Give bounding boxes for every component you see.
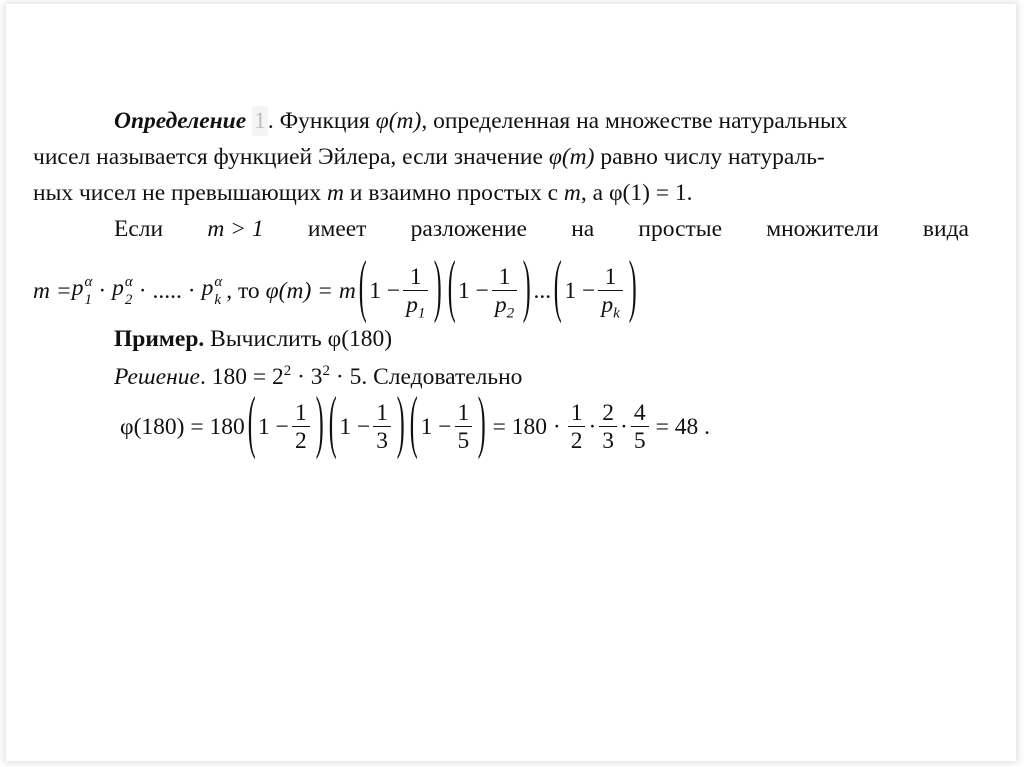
denominator: 5 <box>631 426 649 455</box>
paren-close: ) <box>315 384 324 463</box>
one-minus: 1 − <box>258 413 289 440</box>
solution-label: Решение <box>114 364 200 390</box>
numerator: 1 <box>604 263 617 290</box>
sub: k <box>214 292 221 308</box>
definition-text: и взаимно простых с <box>344 180 564 206</box>
paren-open: ( <box>358 248 367 327</box>
definition-text: , а <box>580 180 609 206</box>
p: p <box>201 275 214 301</box>
one-minus: 1 − <box>420 413 452 440</box>
ellipsis: ... <box>533 277 552 304</box>
fraction-2-3 <box>599 400 617 455</box>
solution-text: · 3 <box>291 364 323 390</box>
numerator: 1 <box>409 263 422 290</box>
computation-formula <box>120 384 710 463</box>
denominator: 5 <box>455 426 473 455</box>
sub: 1 <box>84 292 92 308</box>
dot: · <box>98 277 107 304</box>
word: разложение <box>410 216 527 242</box>
example-value: φ(180) <box>327 326 393 352</box>
exp: α <box>84 274 93 290</box>
paren-close: ) <box>628 248 637 327</box>
definition-line-1 <box>114 106 848 136</box>
factor-1 <box>72 275 93 307</box>
paren-close: ) <box>522 248 531 327</box>
sup: 2 <box>322 363 331 380</box>
computation-lhs: φ(180) = 180 <box>120 413 245 440</box>
numerator: 1 <box>294 399 307 426</box>
paren-close: ) <box>434 248 442 327</box>
result: = 48 . <box>655 413 710 440</box>
fraction-third <box>373 400 391 455</box>
formula-lhs: m = <box>33 277 72 304</box>
one-minus: 1 − <box>564 277 596 304</box>
paren-close: ) <box>396 384 405 463</box>
definition-text: . Функция <box>267 108 376 134</box>
word: множители <box>766 216 879 242</box>
factor-2 <box>112 275 133 307</box>
denominator <box>492 290 517 322</box>
one-minus: 1 − <box>458 277 489 304</box>
fraction-pk <box>598 263 622 322</box>
exp: α <box>214 274 223 290</box>
phi-m: φ(m) <box>375 108 422 134</box>
fraction-fifth <box>455 400 473 455</box>
condition: m > 1 <box>207 216 264 242</box>
definition-line-3 <box>33 178 693 208</box>
paren-open: ( <box>447 248 456 327</box>
word: простые <box>638 216 723 242</box>
paren-open: ( <box>410 384 418 463</box>
denominator: 3 <box>599 426 617 455</box>
example-text: Вычислить <box>204 326 328 352</box>
definition-line-2 <box>33 142 825 172</box>
factor-k <box>202 275 223 307</box>
denominator <box>598 290 622 322</box>
sub: 1 <box>417 305 426 322</box>
paren-open: ( <box>247 384 256 463</box>
definition-text: равно числу натураль- <box>594 144 825 170</box>
sub: 2 <box>124 292 133 308</box>
numerator: 1 <box>498 263 511 290</box>
sup: 2 <box>283 363 292 380</box>
denominator <box>403 290 428 322</box>
sub: 2 <box>506 305 515 322</box>
decomposition-line <box>114 214 969 244</box>
to-word: , то <box>226 277 260 304</box>
numerator: 2 <box>602 399 615 426</box>
example-title: Пример. <box>114 326 205 352</box>
denominator: 3 <box>373 426 391 455</box>
p: p <box>406 291 418 318</box>
one-minus: 1 − <box>369 277 401 304</box>
sub: k <box>613 305 620 322</box>
dot: · <box>588 413 597 440</box>
exp: α <box>124 274 133 290</box>
p: p <box>601 291 614 318</box>
phi-m: φ(m) <box>548 144 595 170</box>
fraction-p1 <box>403 263 428 322</box>
phi-eq: φ(m) = m <box>265 277 356 304</box>
numerator: 1 <box>457 399 470 426</box>
dot: · <box>620 413 628 440</box>
word: вида <box>922 216 969 242</box>
period: . <box>686 180 693 206</box>
denominator: 2 <box>568 426 586 455</box>
paren-open: ( <box>553 248 562 327</box>
definition-number: 1 <box>254 108 266 134</box>
denominator: 2 <box>292 426 310 455</box>
p: p <box>71 275 84 301</box>
p: p <box>112 275 124 301</box>
euler-formula <box>33 248 639 327</box>
definition-text: чисел называется функцией Эйлера, если значение <box>33 144 549 170</box>
numerator: 1 <box>376 399 388 426</box>
word: Если <box>114 216 164 242</box>
definition-text: , определенная на множестве натуральных <box>421 108 848 134</box>
example-line <box>114 324 392 354</box>
word: на <box>571 216 595 242</box>
equals-180: = 180 · <box>492 413 561 440</box>
definition-text: ных чисел не превышающих <box>33 180 328 206</box>
fraction-half <box>292 400 310 455</box>
paren-open: ( <box>328 384 337 463</box>
fraction-4-5 <box>631 400 649 455</box>
var-m: m <box>327 180 345 206</box>
fraction-p2 <box>492 263 517 322</box>
definition-title: Определение <box>114 108 247 134</box>
solution-text: · 5. Следовательно <box>330 364 523 390</box>
dots: · ..... · <box>138 277 196 304</box>
var-m: m <box>563 180 581 206</box>
paren-close: ) <box>477 384 486 463</box>
phi-one: φ(1) = 1 <box>608 180 687 206</box>
solution-text: . 180 = 2 <box>199 364 284 390</box>
p: p <box>494 291 507 318</box>
one-minus: 1 − <box>339 413 371 440</box>
numerator: 1 <box>570 399 583 426</box>
word: имеет <box>307 216 367 242</box>
fraction-1-2 <box>568 400 586 455</box>
numerator: 4 <box>633 399 646 426</box>
